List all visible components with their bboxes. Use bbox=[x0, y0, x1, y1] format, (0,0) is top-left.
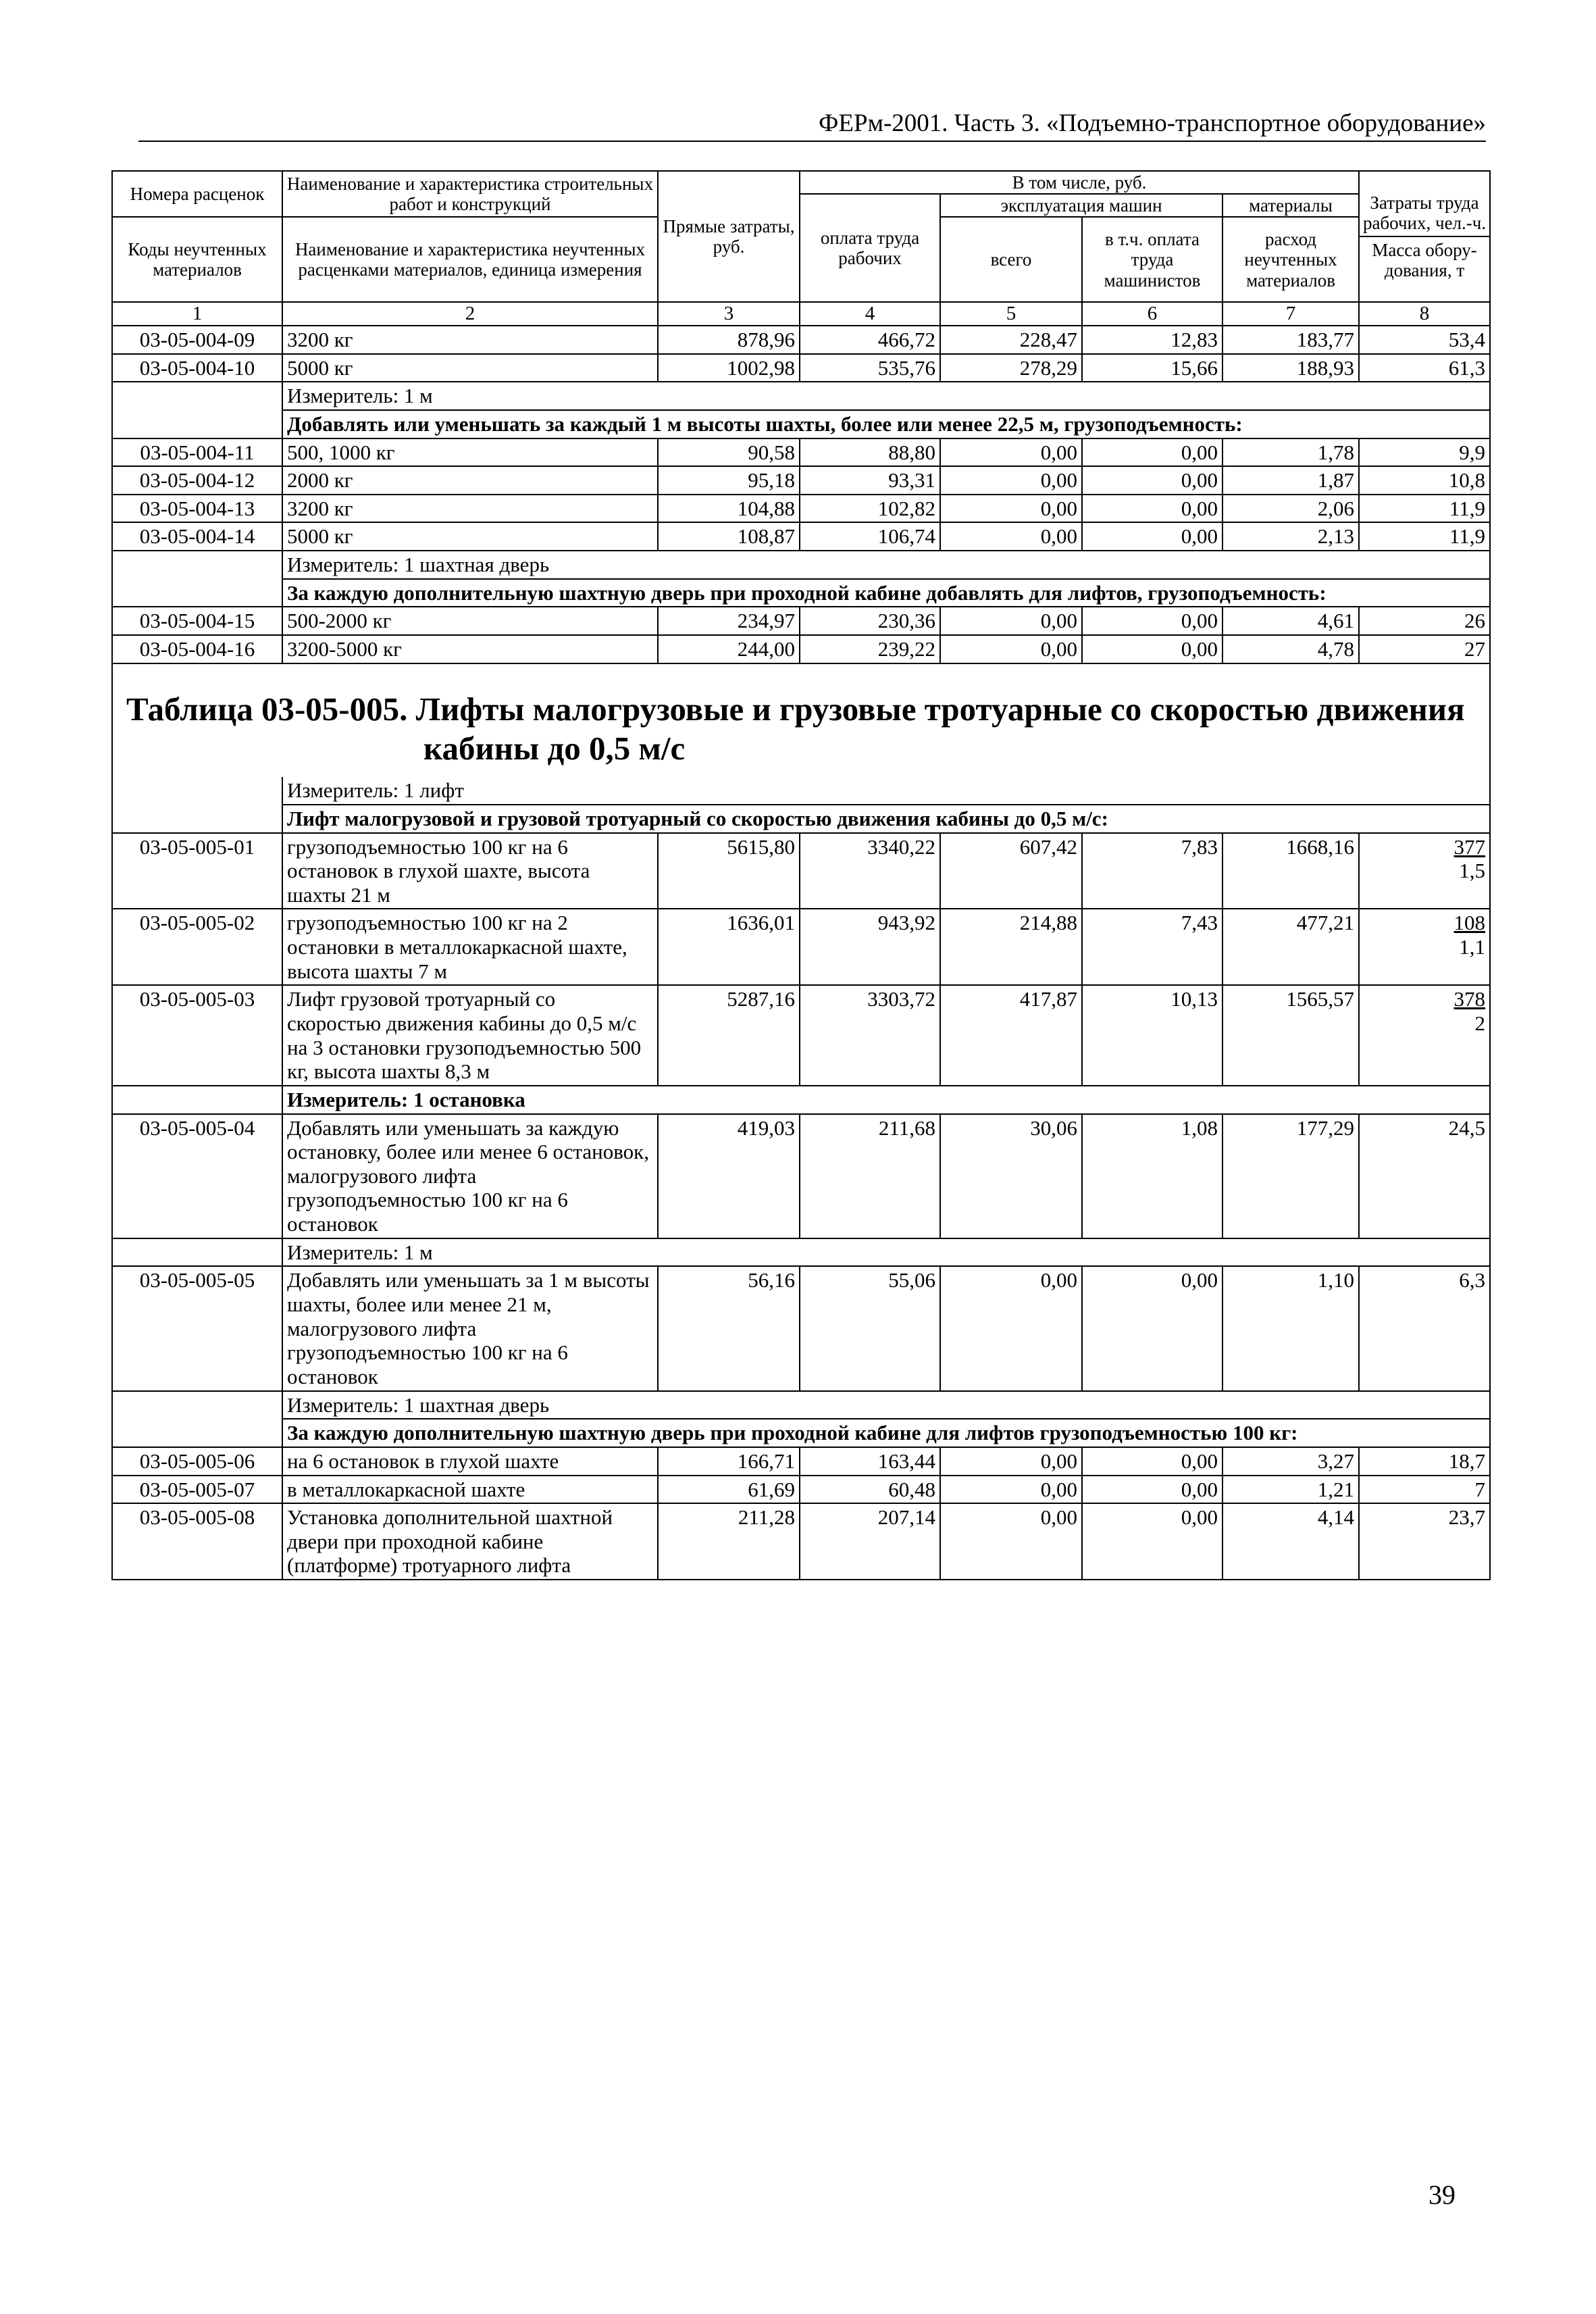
machines-total: 0,00 bbox=[940, 522, 1082, 551]
page-number: 39 bbox=[1428, 2180, 1456, 2210]
meter-row bbox=[112, 382, 1490, 410]
table-row bbox=[112, 985, 1490, 1086]
col-number: 7 bbox=[1222, 302, 1359, 325]
meter-row bbox=[112, 551, 1490, 579]
rates-table bbox=[111, 170, 1491, 1580]
wages: 207,14 bbox=[800, 1503, 940, 1580]
table-row bbox=[112, 1476, 1490, 1504]
meter-label: Измеритель: 1 м bbox=[282, 1238, 1490, 1267]
col-number: 5 bbox=[940, 302, 1082, 325]
section-heading: Добавлять или уменьшать за каждый 1 м высоты шахты, более или менее 22,5 м, грузоподъемность: bbox=[282, 410, 1490, 438]
materials: 177,29 bbox=[1222, 1114, 1359, 1238]
machines-total: 0,00 bbox=[940, 1447, 1082, 1476]
direct-cost: 419,03 bbox=[658, 1114, 800, 1238]
labor-mass bbox=[1359, 985, 1490, 1086]
labor: 7 bbox=[1359, 1476, 1490, 1504]
wages: 93,31 bbox=[800, 466, 940, 495]
table-row bbox=[112, 522, 1490, 551]
rate-code: 03-05-005-01 bbox=[112, 833, 282, 909]
direct-cost: 90,58 bbox=[658, 438, 800, 467]
machinist-wages: 10,13 bbox=[1082, 985, 1222, 1086]
rate-name: Лифт грузовой тротуарный со скоростью движения кабины до 0,5 м/с на 3 остановки грузоподъемностью 500 кг, высота шахты 8,3 м bbox=[282, 985, 658, 1086]
machinist-wages: 12,83 bbox=[1082, 326, 1222, 354]
machinist-wages: 0,00 bbox=[1082, 1447, 1222, 1476]
rate-code: 03-05-005-04 bbox=[112, 1114, 282, 1238]
rate-name: грузоподъемностью 100 кг на 2 остановки в металлокаркасной шахте, высота шахты 7 м bbox=[282, 909, 658, 985]
col-incl: В том числе, руб. bbox=[800, 171, 1359, 194]
direct-cost: 878,96 bbox=[658, 326, 800, 354]
rate-code: 03-05-005-02 bbox=[112, 909, 282, 985]
wages: 102,82 bbox=[800, 495, 940, 523]
direct-cost: 61,69 bbox=[658, 1476, 800, 1504]
col-labor-top: Затраты труда рабочих, чел.-ч. bbox=[1362, 192, 1487, 233]
wages: 55,06 bbox=[800, 1266, 940, 1390]
labor: 6,3 bbox=[1359, 1266, 1490, 1390]
labor: 377 bbox=[1453, 834, 1486, 859]
equipment-mass: 2 bbox=[1474, 1011, 1486, 1035]
machines-total: 30,06 bbox=[940, 1114, 1082, 1238]
table-row bbox=[112, 909, 1490, 985]
rate-code: 03-05-005-08 bbox=[112, 1503, 282, 1580]
table-title-row bbox=[112, 663, 1490, 778]
col-name-bottom: Наименование и характеристика неучтенных расценками материалов, единица измерения bbox=[282, 217, 658, 302]
col-m-total: всего bbox=[940, 217, 1082, 302]
col-name-top: Наименование и характеристика строительных работ и конструкций bbox=[282, 171, 658, 217]
table-row bbox=[112, 466, 1490, 495]
rate-code: 03-05-005-07 bbox=[112, 1476, 282, 1504]
wages: 60,48 bbox=[800, 1476, 940, 1504]
meter-row bbox=[112, 1391, 1490, 1419]
labor: 26 bbox=[1359, 607, 1490, 635]
col-number: 6 bbox=[1082, 302, 1222, 325]
wages: 230,36 bbox=[800, 607, 940, 635]
wages: 106,74 bbox=[800, 522, 940, 551]
rate-name: 3200 кг bbox=[282, 326, 658, 354]
direct-cost: 166,71 bbox=[658, 1447, 800, 1476]
rate-name: 5000 кг bbox=[282, 522, 658, 551]
section-heading: За каждую дополнительную шахтную дверь при проходной кабине добавлять для лифтов, грузоподъемность: bbox=[282, 579, 1490, 607]
machines-total: 0,00 bbox=[940, 607, 1082, 635]
machines-total: 278,29 bbox=[940, 354, 1082, 382]
materials: 1,10 bbox=[1222, 1266, 1359, 1390]
direct-cost: 108,87 bbox=[658, 522, 800, 551]
machinist-wages: 0,00 bbox=[1082, 522, 1222, 551]
materials: 1,78 bbox=[1222, 438, 1359, 467]
rate-name: 500-2000 кг bbox=[282, 607, 658, 635]
machines-total: 0,00 bbox=[940, 1503, 1082, 1580]
labor-mass bbox=[1359, 833, 1490, 909]
materials: 188,93 bbox=[1222, 354, 1359, 382]
materials: 4,14 bbox=[1222, 1503, 1359, 1580]
direct-cost: 234,97 bbox=[658, 607, 800, 635]
col-m-wages: в т.ч. оплата труда машинистов bbox=[1082, 217, 1222, 302]
table-title bbox=[113, 664, 1489, 778]
rate-name: на 6 остановок в глухой шахте bbox=[282, 1447, 658, 1476]
direct-cost: 1636,01 bbox=[658, 909, 800, 985]
section-row bbox=[112, 805, 1490, 833]
rate-code: 03-05-004-12 bbox=[112, 466, 282, 495]
rate-name: Установка дополнительной шахтной двери при проходной кабине (платформе) тротуарного лифта bbox=[282, 1503, 658, 1580]
equipment-mass: 1,5 bbox=[1459, 859, 1486, 883]
col-labor-block bbox=[1359, 171, 1490, 302]
machines-total: 0,00 bbox=[940, 1476, 1082, 1504]
meter-label: Измеритель: 1 остановка bbox=[282, 1086, 1490, 1114]
col-number: 2 bbox=[282, 302, 658, 325]
direct-cost: 56,16 bbox=[658, 1266, 800, 1390]
table-row bbox=[112, 607, 1490, 635]
rate-name: 3200-5000 кг bbox=[282, 635, 658, 663]
machinist-wages: 7,43 bbox=[1082, 909, 1222, 985]
machinist-wages: 7,83 bbox=[1082, 833, 1222, 909]
rate-code: 03-05-004-15 bbox=[112, 607, 282, 635]
direct-cost: 104,88 bbox=[658, 495, 800, 523]
materials: 4,61 bbox=[1222, 607, 1359, 635]
meter-label: Измеритель: 1 лифт bbox=[282, 777, 1490, 805]
labor: 9,9 bbox=[1359, 438, 1490, 467]
machinist-wages: 1,08 bbox=[1082, 1114, 1222, 1238]
machines-total: 607,42 bbox=[940, 833, 1082, 909]
machinist-wages: 0,00 bbox=[1082, 495, 1222, 523]
rate-code: 03-05-004-09 bbox=[112, 326, 282, 354]
labor-mass bbox=[1359, 909, 1490, 985]
wages: 163,44 bbox=[800, 1447, 940, 1476]
section-row bbox=[112, 1419, 1490, 1447]
section-row bbox=[112, 410, 1490, 438]
machines-total: 0,00 bbox=[940, 1266, 1082, 1390]
labor: 24,5 bbox=[1359, 1114, 1490, 1238]
labor: 27 bbox=[1359, 635, 1490, 663]
wages: 211,68 bbox=[800, 1114, 940, 1238]
table-row bbox=[112, 438, 1490, 467]
col-number: 4 bbox=[800, 302, 940, 325]
rate-code: 03-05-004-16 bbox=[112, 635, 282, 663]
section-row bbox=[112, 579, 1490, 607]
direct-cost: 211,28 bbox=[658, 1503, 800, 1580]
meter-label: Измеритель: 1 шахтная дверь bbox=[282, 1391, 1490, 1419]
col-number: 1 bbox=[112, 302, 282, 325]
col-materials: материалы bbox=[1222, 194, 1359, 217]
machinist-wages: 0,00 bbox=[1082, 438, 1222, 467]
section-heading: Лифт малогрузовой и грузовой тротуарный со скоростью движения кабины до 0,5 м/с: bbox=[282, 805, 1490, 833]
rate-name: Добавлять или уменьшать за 1 м высоты шахты, более или менее 21 м, малогрузового лифта грузоподъемностью 100 кг на 6 остановок bbox=[282, 1266, 658, 1390]
materials: 1,87 bbox=[1222, 466, 1359, 495]
labor: 18,7 bbox=[1359, 1447, 1490, 1476]
wages: 466,72 bbox=[800, 326, 940, 354]
col-direct: Прямые затраты, руб. bbox=[658, 171, 800, 302]
meter-label: Измеритель: 1 шахтная дверь bbox=[282, 551, 1490, 579]
col-number: 3 bbox=[658, 302, 800, 325]
col-machines: эксплуатация машин bbox=[940, 194, 1222, 217]
direct-cost: 95,18 bbox=[658, 466, 800, 495]
direct-cost: 5287,16 bbox=[658, 985, 800, 1086]
machines-total: 417,87 bbox=[940, 985, 1082, 1086]
table-row bbox=[112, 495, 1490, 523]
table-row bbox=[112, 326, 1490, 354]
col-codes-top: Номера расценок bbox=[112, 171, 282, 217]
machines-total: 0,00 bbox=[940, 495, 1082, 523]
column-numbers-row bbox=[112, 302, 1490, 325]
table-row bbox=[112, 354, 1490, 382]
direct-cost: 244,00 bbox=[658, 635, 800, 663]
rate-name: 3200 кг bbox=[282, 495, 658, 523]
direct-cost: 5615,80 bbox=[658, 833, 800, 909]
rate-name: Добавлять или уменьшать за каждую остановку, более или менее 6 остановок, малогрузового лифта грузоподъемностью 100 кг на 6 остановок bbox=[282, 1114, 658, 1238]
direct-cost: 1002,98 bbox=[658, 354, 800, 382]
labor: 53,4 bbox=[1359, 326, 1490, 354]
materials: 1668,16 bbox=[1222, 833, 1359, 909]
rate-name: 500, 1000 кг bbox=[282, 438, 658, 467]
rate-name: 2000 кг bbox=[282, 466, 658, 495]
materials: 1565,57 bbox=[1222, 985, 1359, 1086]
running-header: ФЕРм-2001. Часть 3. «Подъемно-транспортное оборудование» bbox=[138, 107, 1486, 142]
meter-row bbox=[112, 1086, 1490, 1114]
machines-total: 0,00 bbox=[940, 466, 1082, 495]
machinist-wages: 15,66 bbox=[1082, 354, 1222, 382]
rate-code: 03-05-004-14 bbox=[112, 522, 282, 551]
meter-row bbox=[112, 777, 1490, 805]
materials: 4,78 bbox=[1222, 635, 1359, 663]
materials: 2,06 bbox=[1222, 495, 1359, 523]
rate-code: 03-05-005-06 bbox=[112, 1447, 282, 1476]
wages: 3303,72 bbox=[800, 985, 940, 1086]
materials: 1,21 bbox=[1222, 1476, 1359, 1504]
rate-code: 03-05-005-03 bbox=[112, 985, 282, 1086]
table-row bbox=[112, 833, 1490, 909]
machinist-wages: 0,00 bbox=[1082, 607, 1222, 635]
table-row bbox=[112, 635, 1490, 663]
rate-name: грузоподъемностью 100 кг на 6 остановок в глухой шахте, высота шахты 21 м bbox=[282, 833, 658, 909]
table-row bbox=[112, 1447, 1490, 1476]
machinist-wages: 0,00 bbox=[1082, 1503, 1222, 1580]
wages: 535,76 bbox=[800, 354, 940, 382]
wages: 88,80 bbox=[800, 438, 940, 467]
meter-row bbox=[112, 1238, 1490, 1267]
wages: 943,92 bbox=[800, 909, 940, 985]
table-row bbox=[112, 1503, 1490, 1580]
labor: 10,8 bbox=[1359, 466, 1490, 495]
rate-code: 03-05-004-11 bbox=[112, 438, 282, 467]
materials: 477,21 bbox=[1222, 909, 1359, 985]
machines-total: 0,00 bbox=[940, 635, 1082, 663]
labor: 108 bbox=[1453, 911, 1486, 935]
section-heading: За каждую дополнительную шахтную дверь при проходной кабине для лифтов грузоподъемностью 100 кг: bbox=[282, 1419, 1490, 1447]
col-codes-bottom: Коды неучтенных материалов bbox=[112, 217, 282, 302]
col-wages: оплата труда рабочих bbox=[800, 194, 940, 302]
materials: 183,77 bbox=[1222, 326, 1359, 354]
materials: 2,13 bbox=[1222, 522, 1359, 551]
table-row bbox=[112, 1114, 1490, 1238]
machinist-wages: 0,00 bbox=[1082, 466, 1222, 495]
machinist-wages: 0,00 bbox=[1082, 635, 1222, 663]
wages: 3340,22 bbox=[800, 833, 940, 909]
wages: 239,22 bbox=[800, 635, 940, 663]
machinist-wages: 0,00 bbox=[1082, 1266, 1222, 1390]
header-row-1 bbox=[112, 171, 1490, 194]
rate-code: 03-05-004-10 bbox=[112, 354, 282, 382]
machinist-wages: 0,00 bbox=[1082, 1476, 1222, 1504]
rate-name: 5000 кг bbox=[282, 354, 658, 382]
table-row bbox=[112, 1266, 1490, 1390]
machines-total: 214,88 bbox=[940, 909, 1082, 985]
meter-label: Измеритель: 1 м bbox=[282, 382, 1490, 410]
machines-total: 228,47 bbox=[940, 326, 1082, 354]
labor: 11,9 bbox=[1359, 522, 1490, 551]
equipment-mass: 1,1 bbox=[1459, 935, 1486, 959]
rate-code: 03-05-004-13 bbox=[112, 495, 282, 523]
materials: 3,27 bbox=[1222, 1447, 1359, 1476]
rate-code: 03-05-005-05 bbox=[112, 1266, 282, 1390]
col-number: 8 bbox=[1359, 302, 1490, 325]
labor: 61,3 bbox=[1359, 354, 1490, 382]
rate-name: в металлокаркасной шахте bbox=[282, 1476, 658, 1504]
labor: 378 bbox=[1453, 987, 1486, 1011]
labor: 23,7 bbox=[1359, 1503, 1490, 1580]
machines-total: 0,00 bbox=[940, 438, 1082, 467]
col-materials-sub: расход неучтенных материалов bbox=[1222, 217, 1359, 302]
col-labor-bottom: Масса обору-дования, т bbox=[1360, 236, 1489, 282]
labor: 11,9 bbox=[1359, 495, 1490, 523]
table-title-line1: Таблица 03-05-005. Лифты малогрузовые и грузовые тротуарные со скоростью движения bbox=[126, 690, 1465, 728]
table-title-line2: кабины до 0,5 м/с bbox=[423, 730, 686, 768]
